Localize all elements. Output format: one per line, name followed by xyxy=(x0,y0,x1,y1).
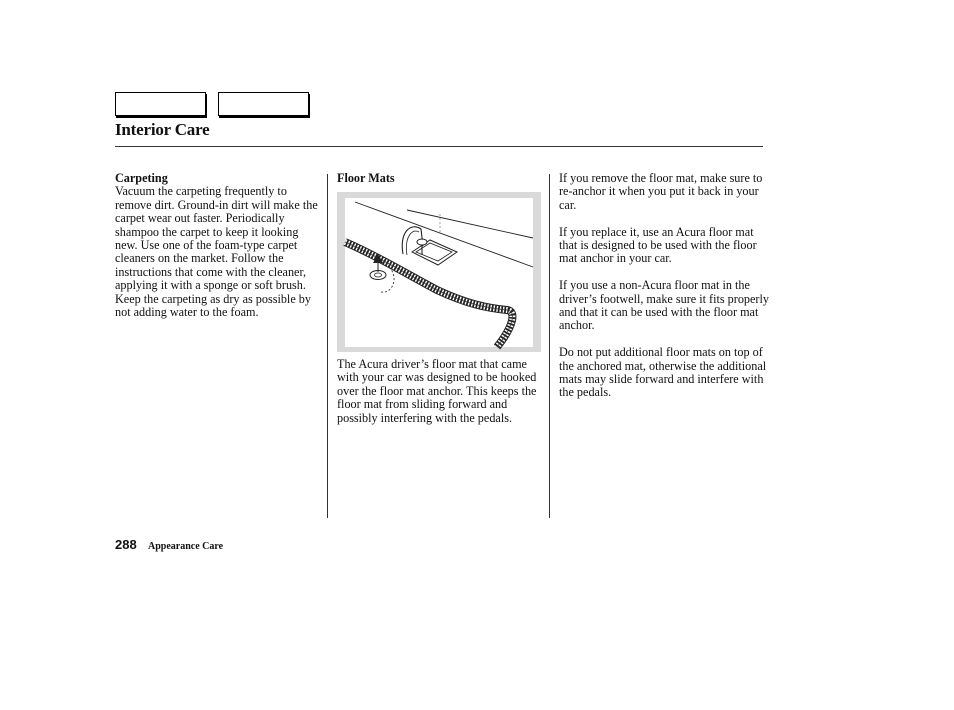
title-divider xyxy=(115,146,763,147)
column-divider xyxy=(327,174,328,518)
floor-mats-body: The Acura driver’s floor mat that came with your car was designed to be hooked over the floor mat anchor. This keeps the floor mat from sliding forward and possibly interfering with the pedals. xyxy=(337,357,537,425)
previous-page-button[interactable] xyxy=(115,92,206,116)
floor-mats-heading: Floor Mats xyxy=(337,171,395,185)
page-title: Interior Care xyxy=(115,120,210,139)
carpeting-body: Vacuum the carpeting frequently to remove dirt. Ground-in dirt will make the carpet wear out faster. Periodically shampoo the carpet to keep it looking new. Use one of the foam-type carpet cleaners on the market. Follow the instructions that come with the cleaner, applying it with a sponge or soft brush. Keep the carpeting as dry as possible by not adding water to the foam. xyxy=(115,184,318,320)
paragraph: If you replace it, use an Acura floor mat that is designed to be used with the floor mat anchor in your car. xyxy=(559,224,757,266)
column-divider xyxy=(549,174,550,518)
floor-mat-anchor-illustration xyxy=(337,192,541,352)
carpeting-heading: Carpeting xyxy=(115,171,168,185)
page-number: 288 xyxy=(115,537,137,552)
paragraph: Do not put additional floor mats on top of the anchored mat, otherwise the additional mats may slide forward and interfere with the pedals. xyxy=(559,345,767,400)
next-page-button[interactable] xyxy=(218,92,309,116)
paragraph: If you use a non-Acura floor mat in the driver’s footwell, make sure it fits properly and that it can be used with the floor mat anchor. xyxy=(559,278,769,333)
floor-mats-section xyxy=(337,172,543,185)
section-name: Appearance Care xyxy=(148,541,224,552)
floor-mat-instructions xyxy=(559,172,771,413)
paragraph: If you remove the floor mat, make sure to re-anchor it when you put it back in your car. xyxy=(559,171,763,212)
carpeting-section xyxy=(115,172,321,319)
